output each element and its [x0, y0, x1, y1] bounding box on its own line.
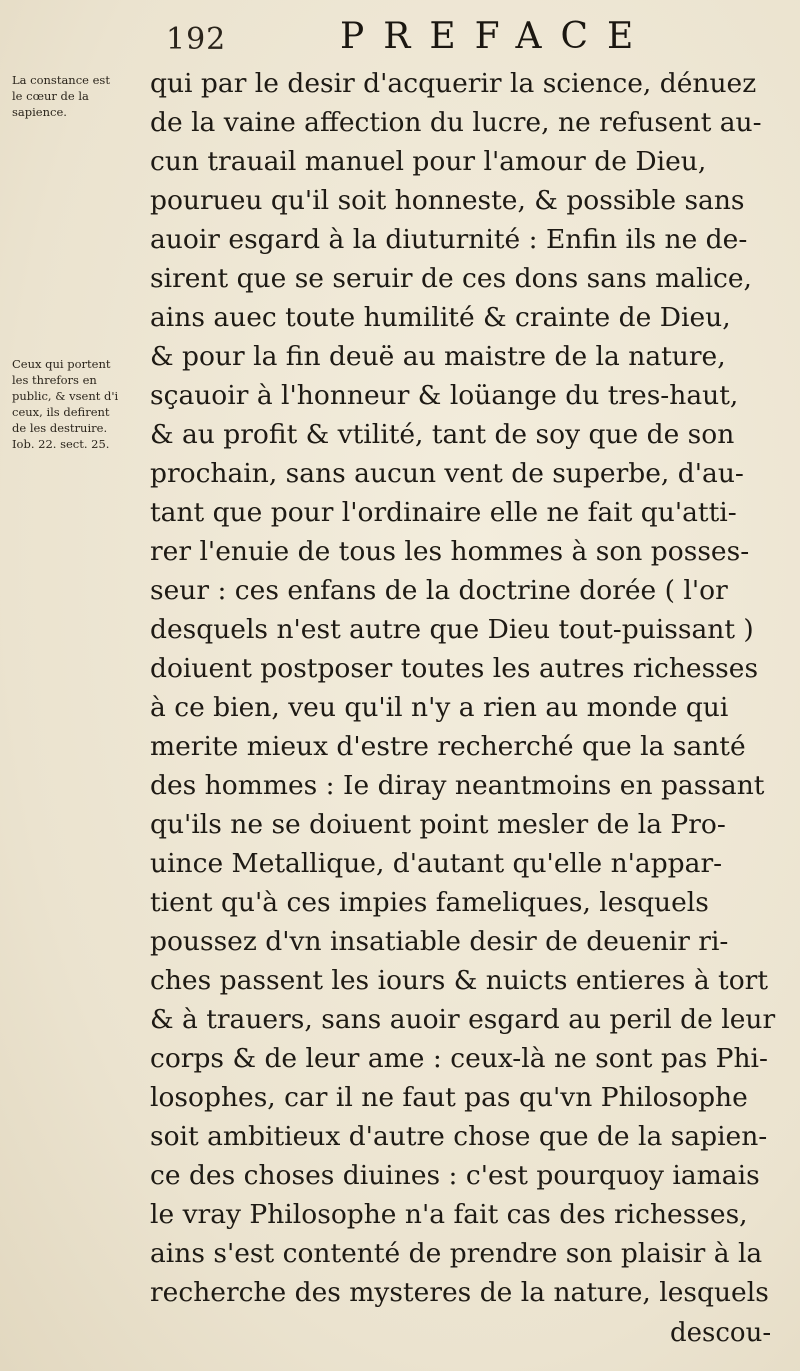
- text-line: ce des choses diuines : c'est pourquoy iamais: [150, 1160, 760, 1191]
- text-line: pourueu qu'il soit honneste, & possible sans: [150, 185, 745, 216]
- text-line: de la vaine affection du lucre, ne refusent au-: [150, 107, 762, 138]
- text-line: sçauoir à l'honneur & loüange du tres-haut,: [150, 380, 739, 411]
- body-text: [150, 0, 790, 1371]
- text-line: sirent que se seruir de ces dons sans malice,: [150, 263, 752, 294]
- text-line: desquels n'est autre que Dieu tout-puissant ): [150, 614, 754, 645]
- text-line: seur : ces enfans de la doctrine dorée ( l'or: [150, 575, 728, 606]
- text-line: soit ambitieux d'autre chose que de la sapien-: [150, 1121, 768, 1152]
- text-line: & au profit & vtilité, tant de soy que de son: [150, 419, 735, 450]
- text-line: ains s'est contenté de prendre son plaisir à la: [150, 1238, 763, 1269]
- text-line: prochain, sans aucun vent de superbe, d'au-: [150, 458, 744, 489]
- text-line: cun trauail manuel pour l'amour de Dieu,: [150, 146, 707, 177]
- text-line: doiuent postposer toutes les autres richesses: [150, 653, 759, 684]
- text-line: le vray Philosophe n'a fait cas des richesses,: [150, 1199, 748, 1230]
- text-line: corps & de leur ame : ceux-là ne sont pas Phi-: [150, 1043, 768, 1074]
- text-line: merite mieux d'estre recherché que la santé: [150, 731, 746, 762]
- margin-note: La constance est le cœur de la sapience.: [12, 73, 110, 119]
- text-line: qu'ils ne se doiuent point mesler de la Pro-: [150, 809, 726, 840]
- text-line: poussez d'vn insatiable desir de deuenir ri-: [150, 926, 729, 957]
- catchword: descou-: [670, 1318, 772, 1348]
- text-line: à ce bien, veu qu'il n'y a rien au monde qui: [150, 692, 729, 723]
- text-line: ains auec toute humilité & crainte de Dieu,: [150, 302, 731, 333]
- running-title: PREFACE: [340, 16, 653, 57]
- margin-note: Ceux qui portent les threfors en public, & vsent d'i ceux, ils defirent de les destruire. Iob. 22. sect. 25.: [12, 357, 119, 451]
- text-line: uince Metallique, d'autant qu'elle n'appar-: [150, 848, 723, 879]
- text-line: auoir esgard à la diuturnité : Enfin ils ne de-: [150, 224, 748, 255]
- text-line: ches passent les iours & nuicts entieres à tort: [150, 965, 768, 996]
- text-line: losophes, car il ne faut pas qu'vn Philosophe: [150, 1082, 748, 1113]
- text-line: recherche des mysteres de la nature, lesquels: [150, 1277, 769, 1308]
- text-line: tient qu'à ces impies fameliques, lesquels: [150, 887, 709, 918]
- text-line: rer l'enuie de tous les hommes à son posses-: [150, 536, 750, 567]
- text-line: tant que pour l'ordinaire elle ne fait qu'atti-: [150, 497, 737, 528]
- text-line: & pour la fin deuë au maistre de la nature,: [150, 341, 726, 372]
- text-line: des hommes : Ie diray neantmoins en passant: [150, 770, 765, 801]
- page-number: 192: [166, 22, 227, 57]
- text-line: qui par le desir d'acquerir la science, dénuez: [150, 68, 757, 99]
- margin-notes: [0, 0, 128, 1371]
- text-line: & à trauers, sans auoir esgard au peril de leur: [150, 1004, 776, 1035]
